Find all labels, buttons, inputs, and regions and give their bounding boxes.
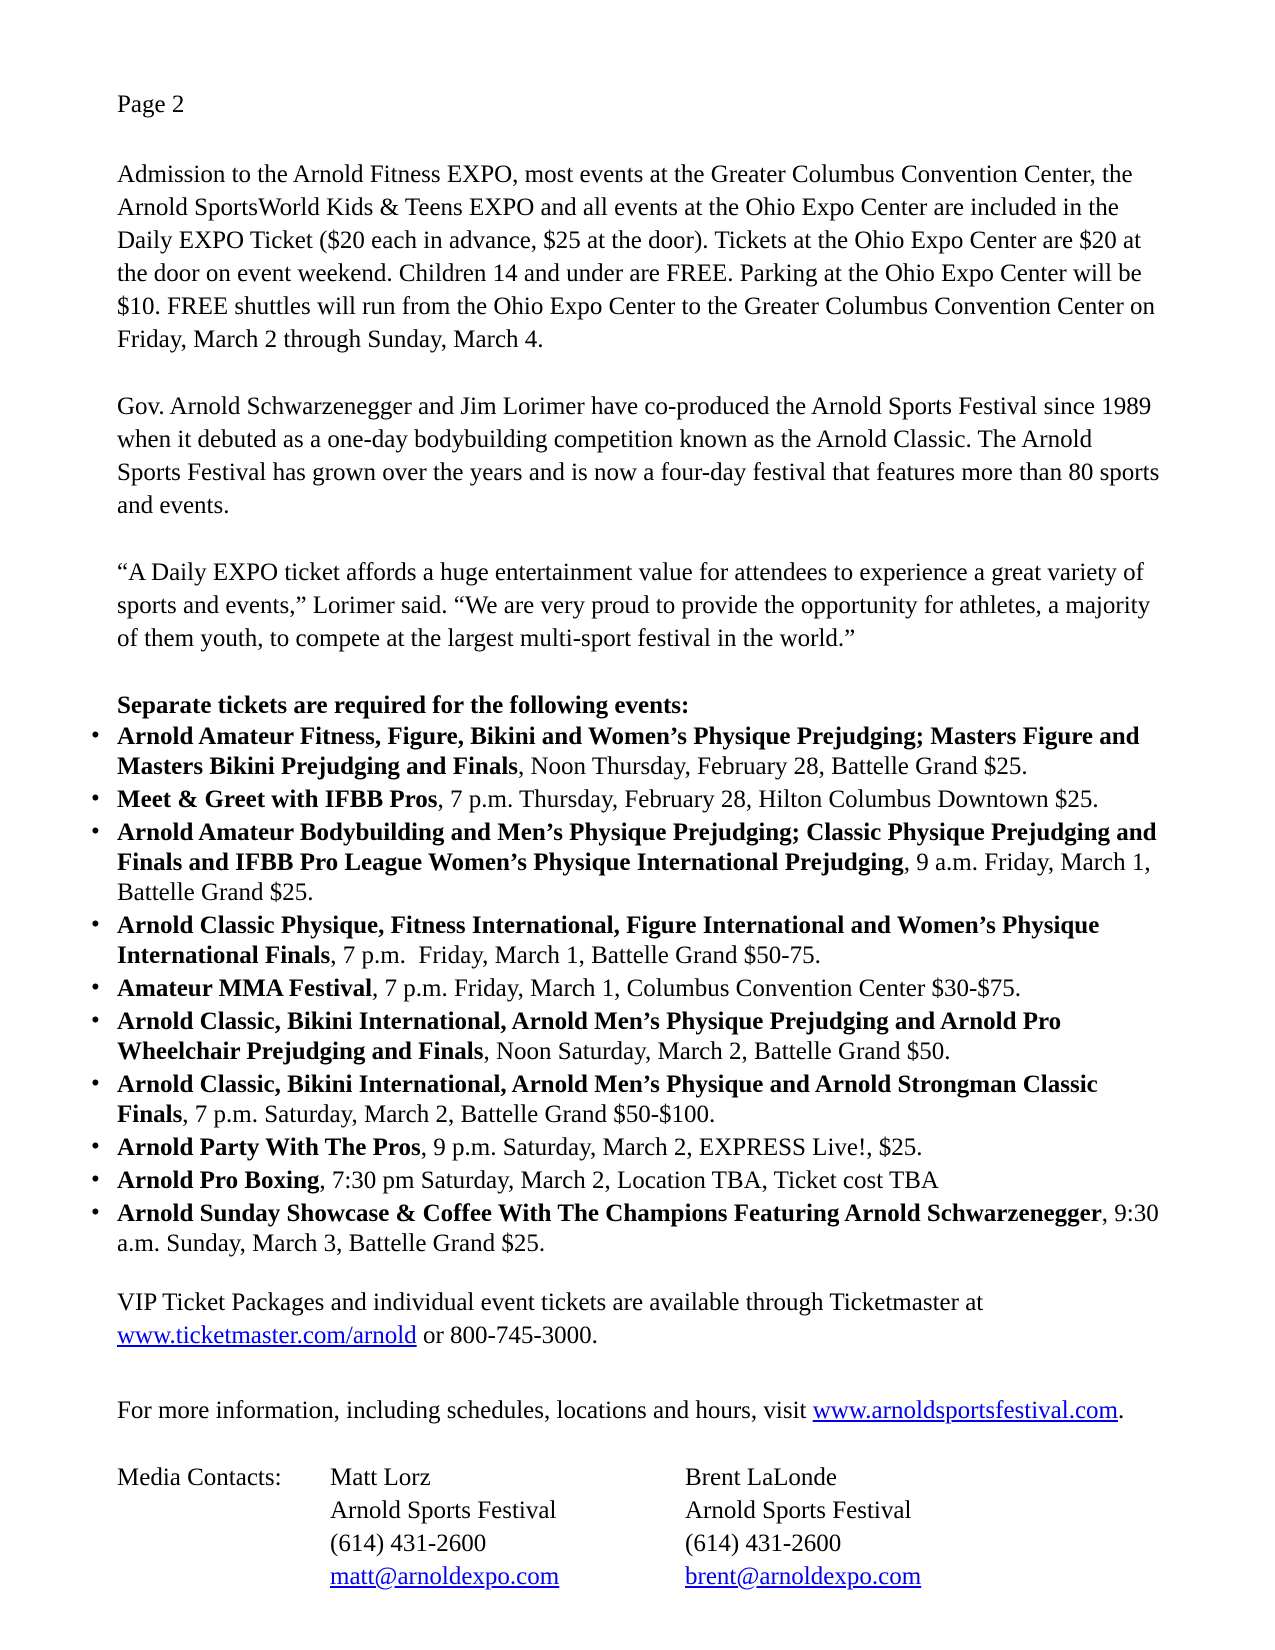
arnoldsportsfestival-link[interactable]: www.arnoldsportsfestival.com <box>812 1397 1118 1424</box>
bullet-icon: • <box>91 1166 100 1193</box>
bullet-icon: • <box>91 1007 100 1034</box>
bullet-icon: • <box>91 1133 100 1160</box>
contact-org: Arnold Sports Festival <box>685 1497 912 1524</box>
event-details: , Noon Saturday, March 2, Battelle Grand $50. <box>483 1038 951 1065</box>
event-title: Arnold Amateur Bodybuilding and Men’s Physique Prejudging; Classic Physique Prejudging and Finals and IFBB Pro League Women’s Physique International Prejudging <box>117 819 1157 876</box>
paragraph-quote: “A Daily EXPO ticket affords a huge entertainment value for attendees to experience a great variety of sports and events,” Lorimer said. “We are very proud to provide the opportunity for athletes, a majority of them youth, to compete at the largest multi-sport festival in the world.” <box>117 559 1151 652</box>
ticket-item <box>91 818 1160 908</box>
paragraph-history: Gov. Arnold Schwarzenegger and Jim Lorimer have co-produced the Arnold Sports Festival since 1989 when it debuted as a one-day bodybuilding competition known as the Arnold Classic. The Arnold Sports Festival has grown over the years and is now a four-day festival that features more than 80 sports and events. <box>117 393 1160 519</box>
bullet-icon: • <box>91 1199 100 1226</box>
event-details: , 9:30 a.m. Sunday, March 3, Battelle Grand $25. <box>117 1200 1159 1257</box>
ticket-item <box>91 1007 1160 1067</box>
event-details: , 7 p.m. Friday, March 1, Battelle Grand $50-75. <box>330 942 821 969</box>
bullet-icon: • <box>91 1070 100 1097</box>
more-info-text-after: . <box>1118 1397 1125 1424</box>
event-title: Arnold Pro Boxing <box>117 1167 320 1194</box>
event-title: Arnold Amateur Fitness, Figure, Bikini and Women’s Physique Prejudging; Masters Figure and Masters Bikini Prejudging and Finals <box>117 723 1140 780</box>
bullet-icon: • <box>91 722 100 749</box>
event-details: , Noon Thursday, February 28, Battelle Grand $25. <box>518 753 1028 780</box>
ticket-item <box>91 1133 1160 1163</box>
paragraph-admission: Admission to the Arnold Fitness EXPO, most events at the Greater Columbus Convention Center, the Arnold SportsWorld Kids & Teens EXPO and all events at the Ohio Expo Center are included in the Daily EXPO Ticket ($20 each in advance, $25 at the door). Tickets at the Ohio Expo Center are $20 at the door on event weekend. Children 14 and under are FREE. Parking at the Ohio Expo Center will be $10. FREE shuttles will run from the Ohio Expo Center to the Greater Columbus Convention Center on Friday, March 2 through Sunday, March 4. <box>117 161 1156 353</box>
contact-email-link[interactable]: matt@arnoldexpo.com <box>330 1563 560 1590</box>
ticketmaster-link[interactable]: www.ticketmaster.com/arnold <box>117 1322 417 1349</box>
contact-card <box>685 1461 1040 1593</box>
contact-phone: (614) 431-2600 <box>685 1530 842 1557</box>
contact-email-link[interactable]: brent@arnoldexpo.com <box>685 1563 922 1590</box>
media-contacts-label: Media Contacts: <box>117 1464 282 1491</box>
page-number: Page 2 <box>117 91 185 118</box>
more-info-paragraph <box>117 1394 1160 1427</box>
tickets-list <box>91 722 1160 1259</box>
contact-org: Arnold Sports Festival <box>330 1497 557 1524</box>
contact-card <box>330 1461 685 1593</box>
contact-name: Brent LaLonde <box>685 1464 838 1491</box>
event-details: , 7 p.m. Thursday, February 28, Hilton Columbus Downtown $25. <box>437 786 1099 813</box>
event-title: Arnold Sunday Showcase & Coffee With The Champions Featuring Arnold Schwarzenegger <box>117 1200 1102 1227</box>
vip-text-before: VIP Ticket Packages and individual event tickets are available through Ticketmaster at <box>117 1289 984 1316</box>
event-details: , 7 p.m. Saturday, March 2, Battelle Grand $50-$100. <box>182 1101 716 1128</box>
ticket-item <box>91 1166 1160 1196</box>
event-details: , 7 p.m. Friday, March 1, Columbus Convention Center $30-$75. <box>372 975 1022 1002</box>
tickets-heading: Separate tickets are required for the following events: <box>117 692 690 719</box>
bullet-icon: • <box>91 911 100 938</box>
event-title: Meet & Greet with IFBB Pros <box>117 786 438 813</box>
contact-phone: (614) 431-2600 <box>330 1530 487 1557</box>
event-title: Arnold Classic, Bikini International, Arnold Men’s Physique and Arnold Strongman Classic Finals <box>117 1071 1098 1128</box>
ticket-item <box>91 911 1160 971</box>
event-details: , 7:30 pm Saturday, March 2, Location TBA, Ticket cost TBA <box>319 1167 939 1194</box>
event-details: , 9 p.m. Saturday, March 2, EXPRESS Live!, $25. <box>420 1134 923 1161</box>
ticket-item <box>91 1070 1160 1130</box>
vip-text-after: or 800-745-3000. <box>416 1322 598 1349</box>
bullet-icon: • <box>91 974 100 1001</box>
event-title: Amateur MMA Festival <box>117 975 373 1002</box>
media-contacts-section <box>117 1461 1160 1593</box>
bullet-icon: • <box>91 785 100 812</box>
event-details: , 9 a.m. Friday, March 1, Battelle Grand $25. <box>117 849 1151 906</box>
ticket-item <box>91 974 1160 1004</box>
ticket-item <box>91 1199 1160 1259</box>
bullet-icon: • <box>91 818 100 845</box>
event-title: Arnold Classic, Bikini International, Arnold Men’s Physique Prejudging and Arnold Pro Wheelchair Prejudging and Finals <box>117 1008 1062 1065</box>
event-title: Arnold Classic Physique, Fitness International, Figure International and Women’s Physique International Finals <box>117 912 1100 969</box>
more-info-text-before: For more information, including schedules, locations and hours, visit <box>117 1397 813 1424</box>
ticket-item <box>91 722 1160 782</box>
vip-tickets-paragraph <box>117 1286 1160 1352</box>
ticket-item <box>91 785 1160 815</box>
contact-name: Matt Lorz <box>330 1464 431 1491</box>
event-title: Arnold Party With The Pros <box>117 1134 421 1161</box>
